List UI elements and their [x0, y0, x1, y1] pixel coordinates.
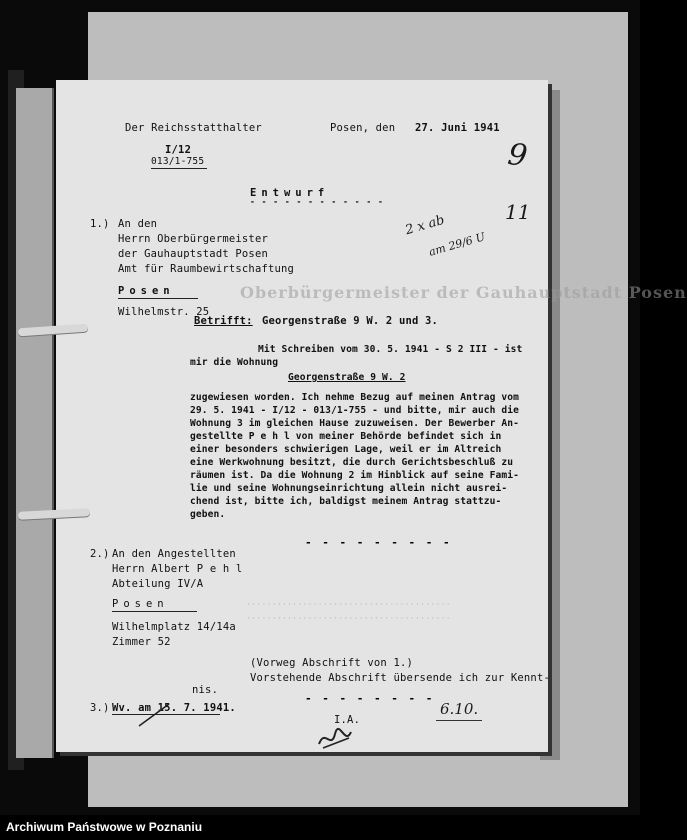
document-title: Entwurf — [250, 187, 330, 199]
recipient1-street: Wilhelmstr. 25 — [118, 306, 210, 318]
item-3-number: 3.) — [90, 702, 110, 714]
body-line-2: mir die Wohnung — [190, 357, 279, 368]
handwritten-number-11: 11 — [505, 200, 531, 224]
letter-date: 27. Juni 1941 — [415, 122, 500, 134]
handwritten-annotation-b: am 29/6 U — [427, 230, 487, 259]
recipient1-line-3: der Gauhauptstadt Posen — [118, 248, 268, 260]
body-paragraph-line: zugewiesen worden. Ich nehme Bezug auf meinen Antrag vom — [190, 392, 520, 403]
copy-note-line-2: Vorstehende Abschrift übersende ich zur Kennt- — [250, 672, 550, 684]
recipient2-room: Zimmer 52 — [112, 636, 171, 648]
recipient2-line-3: Abteilung IV/A — [112, 578, 204, 590]
body-paragraph-line: 29. 5. 1941 - I/12 - 013/1-755 - und bitte, mir auch die — [190, 405, 520, 416]
city2-underline — [112, 611, 197, 612]
subject-text: Georgenstraße 9 W. 2 und 3. — [262, 315, 439, 327]
folder-spine — [16, 88, 54, 758]
handwritten-initials: 6.10. — [440, 700, 479, 718]
initials-underline — [436, 720, 482, 721]
show-through-text-2: ········································ — [246, 614, 451, 624]
body-paragraph-line: eine Werkwohnung besitzt, die durch Gerichtsbeschluß zu — [190, 457, 514, 468]
archive-footer — [0, 815, 640, 840]
handwritten-annotation-a: 2 x ab — [403, 212, 447, 239]
body-line-1: Mit Schreiben vom 30. 5. 1941 - S 2 III - ist — [258, 344, 523, 355]
reference-2: 013/1-755 — [151, 156, 205, 167]
recipient2-line-2: Herrn Albert P e h l — [112, 563, 243, 575]
body-paragraph-line: räumen ist. Da die Wohnung 2 im Hinblick auf seine Fami- — [190, 470, 520, 481]
copy-note-line-1: (Vorweg Abschrift von 1.) — [250, 657, 414, 669]
ref-underline — [151, 168, 207, 169]
recipient1-line-1: An den — [118, 218, 158, 230]
recipient2-city: Posen — [112, 598, 169, 610]
body-paragraph-line: gestellte P e h l von meiner Behörde befindet sich in — [190, 431, 502, 442]
body-paragraph-line: lie und seine Wohnungseinrichtung allein nicht ausrei- — [190, 483, 508, 494]
item-2-number: 2.) — [90, 548, 110, 560]
recipient2-street: Wilhelmplatz 14/14a — [112, 621, 236, 633]
copy-note-separator: - - - - - - - - — [305, 692, 435, 705]
place-date-label: Posen, den — [330, 122, 396, 134]
body-paragraph-line: einer besonders schwierigen Lage, weil er im Altreich — [190, 444, 502, 455]
recipient1-city: Posen — [118, 285, 175, 297]
recipient1-line-2: Herrn Oberbürgermeister — [118, 233, 268, 245]
handwritten-page-number: 9 — [505, 136, 530, 175]
copy-note-line-3: nis. — [192, 684, 219, 696]
body-emphasis: Georgenstraße 9 W. 2 — [288, 372, 406, 383]
item-1-number: 1.) — [90, 218, 110, 230]
letter-page — [56, 80, 687, 752]
subject-label: Betrifft: — [194, 315, 253, 327]
body-paragraph-line: chend ist, bitte ich, baldigst meinem Antrag stattzu- — [190, 496, 502, 507]
recipient2-line-1: An den Angestellten — [112, 548, 236, 560]
item-3-text: Wv. am 15. 7. 1941. — [112, 702, 236, 714]
archive-name: Archiwum Państwowe w Poznaniu — [6, 820, 203, 834]
date-scribble-icon — [135, 700, 175, 730]
recipient1-line-4: Amt für Raumbewirtschaftung — [118, 263, 295, 275]
body-paragraph-line: geben. — [190, 509, 226, 520]
city-underline — [118, 298, 198, 299]
show-through-heading: Oberbürgermeister der Gauhauptstadt Posen — [240, 283, 687, 302]
body-paragraph-line: Wohnung 3 im gleichen Hause zuzuweisen. Der Bewerber An- — [190, 418, 520, 429]
show-through-text-1: ········································ — [246, 600, 451, 610]
signature-scribble-icon — [315, 724, 355, 752]
body-separator: - - - - - - - - - — [305, 536, 452, 549]
signature-ia: I.A. — [334, 714, 361, 726]
title-underline: - - - - - - - - - - - - — [250, 197, 384, 206]
sender: Der Reichsstatthalter — [125, 122, 262, 134]
reference-1: I/12 — [165, 144, 192, 156]
